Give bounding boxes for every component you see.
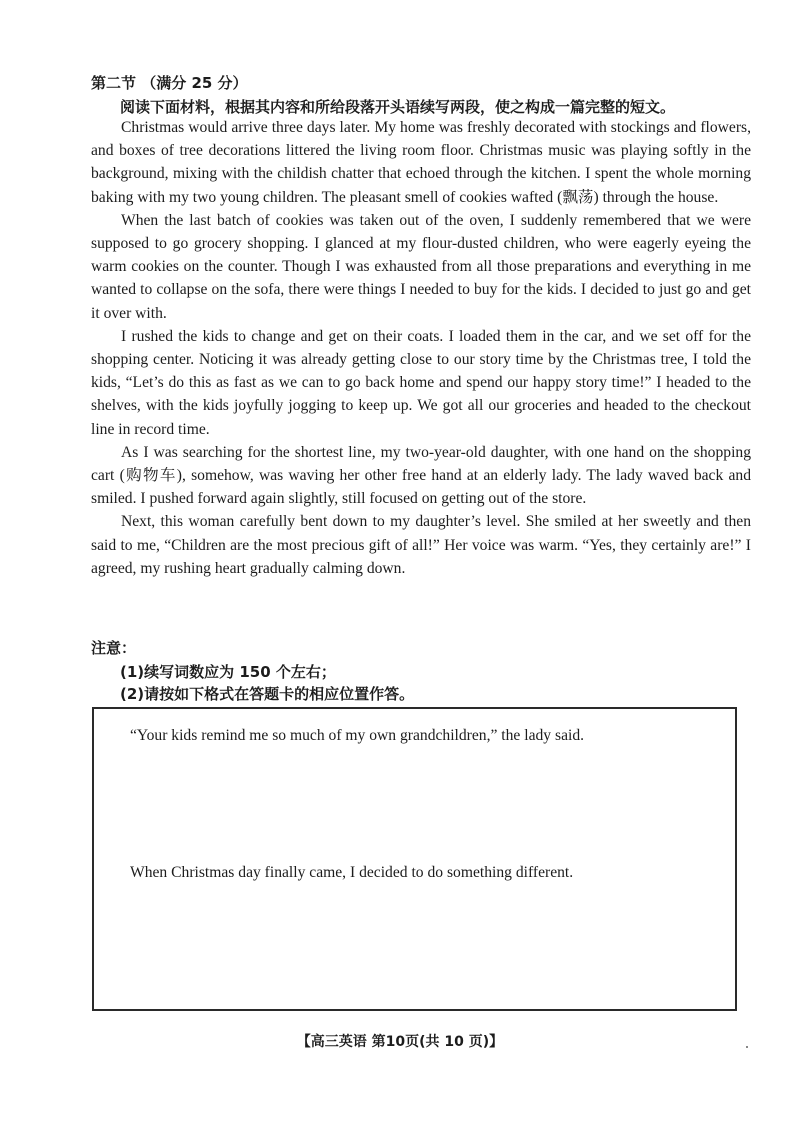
scan-speck	[746, 1046, 748, 1048]
note-item-2: (2)请按如下格式在答题卡的相应位置作答。	[120, 685, 415, 703]
page-footer: 【高三英语 第10页(共 10 页)】	[296, 1034, 504, 1050]
passage-paragraph-1: Christmas would arrive three days later. My home was freshly decorated with stockings and flowers, and boxes of tree decorations littered the living room floor. Christmas music was playing softly in the background, mixing with the childish chatter that echoed through the kitchen. I spent the whole morning baking with my two young children. The pleasant smell of cookies wafted (飘荡) through the house.	[91, 119, 751, 206]
reading-passage	[91, 116, 751, 580]
answer-box	[92, 707, 737, 1011]
instruction-text: 阅读下面材料，根据其内容和所给段落开头语续写两段，使之构成一篇完整的短文。	[120, 98, 676, 116]
passage-paragraph-4: As I was searching for the shortest line, my two-year-old daughter, with one hand on the shopping cart (购物车), somehow, was waving her other free hand at an elderly lady. The lady waved back and smiled. I pushed forward again slightly, still focused on getting out of the store.	[91, 443, 751, 508]
paragraph-opener-1: “Your kids remind me so much of my own grandchildren,” the lady said.	[130, 727, 585, 744]
paragraph-opener-2: When Christmas day finally came, I decided to do something different.	[130, 864, 574, 881]
section-title: 第二节 （满分 25 分）	[91, 74, 248, 92]
notes-title: 注意：	[91, 639, 137, 657]
passage-paragraph-2: When the last batch of cookies was taken out of the oven, I suddenly remembered that we were supposed to go grocery shopping. I glanced at my flour-dusted children, who were eagerly eyeing the warm cookies on the counter. Though I was exhausted from all those preparations and everything in me wanted to collapse on the sofa, there were things I needed to buy for the kids. I decided to just go and get it over with.	[91, 211, 751, 322]
passage-paragraph-5: Next, this woman carefully bent down to my daughter’s level. She smiled at her sweetly and then said to me, “Children are the most precious gift of all!” Her voice was warm. “Yes, they certainly are!” I agreed, my rushing heart gradually calming down.	[91, 513, 751, 577]
note-item-1: (1)续写词数应为 150 个左右；	[120, 663, 336, 681]
passage-paragraph-3: I rushed the kids to change and get on their coats. I loaded them in the car, and we set off for the shopping center. Noticing it was already getting close to our story time by the Christmas tree, I told the kids, “Let’s do this as fast as we can to go back home and spend our happy story time!” I headed to the shelves, with the kids joyfully jogging to keep up. We got all our groceries and headed to the checkout line in record time.	[91, 327, 751, 438]
